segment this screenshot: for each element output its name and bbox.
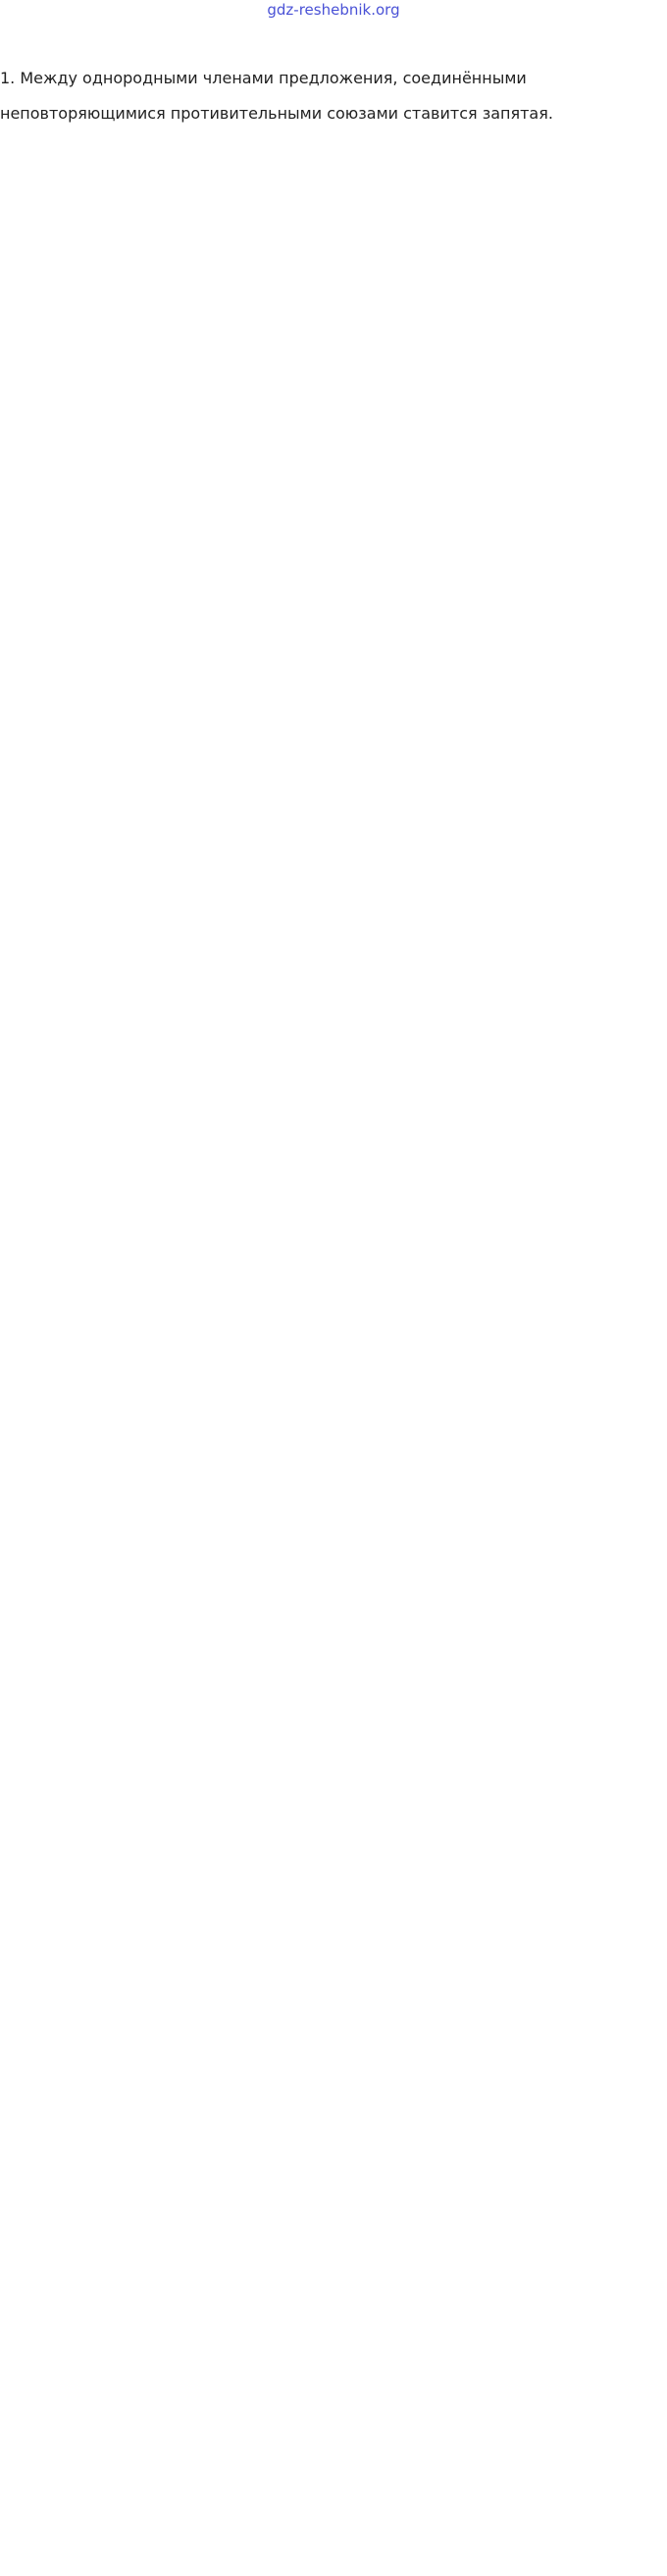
site-watermark-top: gdz-reshebnik.org (267, 1, 400, 19)
rule-line: неповторяющимися противительными союзами ставится запятая. (0, 104, 553, 123)
rule-line: 1. Между однородными членами предложения, соединёнными (0, 69, 527, 87)
